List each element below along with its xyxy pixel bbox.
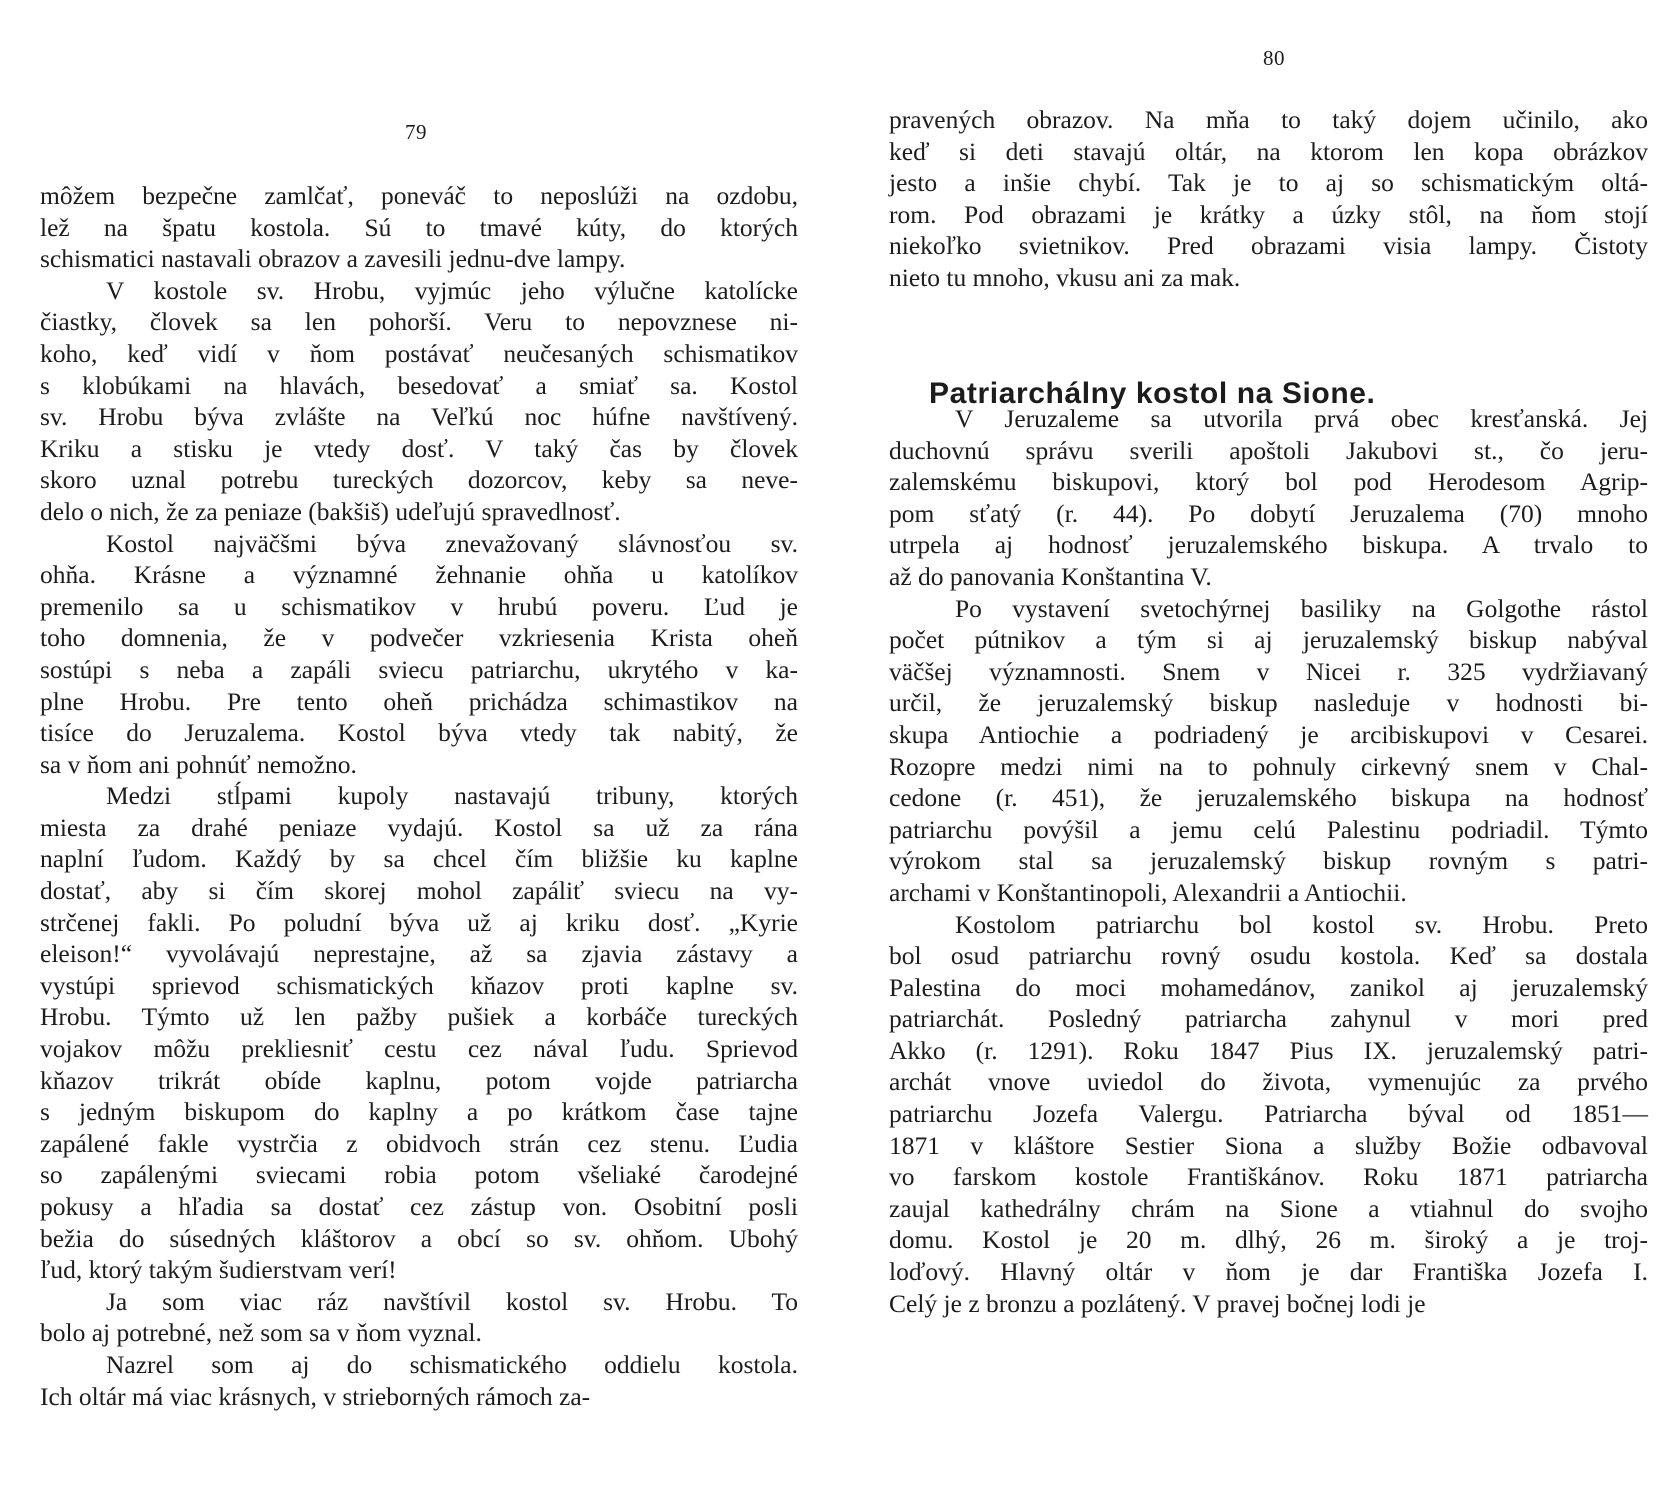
text-line: Medzi stĺpami kupoly nastavajú tribuny, ktorých [106,781,798,811]
right-page-body-bottom [889,403,1648,1319]
text-line: Palestina do moci mohamedánov, zanikol aj jeruzalemský [889,972,1648,1002]
text-line: výrokom stal sa jeruzalemský biskup rovným s patri- [889,846,1648,876]
text-line: bol osud patriarchu rovný osudu kostola. Keď sa dostala [889,941,1648,971]
text-line: Po vystavení svetochýrnej basiliky na Golgothe rástol [955,593,1648,623]
text-line: počet pútnikov a tým si aj jeruzalemský biskup nabýval [889,625,1648,655]
text-line: s jedným biskupom do kaplny a po krátkom čase tajne [40,1097,798,1127]
text-line: sostúpi s neba a zapáli sviecu patriarchu, ukrytého v ka- [40,654,798,684]
text-line: Kostolom patriarchu bol kostol sv. Hrobu. Preto [955,909,1648,939]
paragraph [40,528,798,781]
text-line: pom sťatý (r. 44). Po dobytí Jeruzalema (70) mnoho [889,498,1648,528]
text-line: cedone (r. 451), že jeruzalemského biskupa na hodnosť [889,783,1648,813]
text-line: zalemskému biskupovi, ktorý bol pod Herodesom Agrip- [889,467,1648,497]
text-line: duchovnú správu sverili apoštoli Jakubovi st., čo jeru- [889,435,1648,465]
right-page-body-top [889,104,1648,294]
text-line: sv. Hrobu býva zvlášte na Veľkú noc húfne navštívený. [40,402,798,432]
text-line: koho, keď vidí v ňom postávať neučesaných schismatikov [40,338,798,368]
text-line: dostať, aby si čím skorej mohol zapáliť sviecu na vy- [40,876,798,906]
text-line: vystúpi sprievod schismatických kňazov proti kaplne sv. [40,970,798,1000]
text-line: pravených obrazov. Na mňa to taký dojem učinilo, ako [889,105,1648,134]
text-line: eleison!“ vyvolávajú neprestajne, až sa zjavia zástavy a [40,939,798,969]
paragraph [40,1286,798,1349]
paragraph [889,104,1648,294]
text-line: Ich oltár má viac krásnych, v strieborných rámoch za- [40,1381,591,1411]
paragraph [889,909,1648,1320]
text-line: niekoľko svietnikov. Pred obrazami visia lampy. Čistoty [889,231,1648,261]
text-line: bežia do súsedných kláštorov a obcí so sv. ohňom. Ubohý [40,1223,798,1253]
text-line: plne Hrobu. Pre tento oheň prichádza schimastikov na [40,686,798,716]
text-line: strčenej fakli. Po poludní býva už aj kriku dosť. „Kyrie [40,907,798,937]
section-heading: Patriarchálny kostol na Sione. [929,376,1376,410]
text-line: Rozopre medzi nimi na to pohnuly cirkevný snem v Chal- [889,751,1648,781]
text-line: jesto a inšie chybí. Tak je to aj so schismatickým oltá- [889,168,1648,198]
page-number-left: 79 [405,120,427,144]
text-line: schismatici nastavali obrazov a zavesili jednu-dve lampy. [40,244,626,274]
text-line: vojakov môžu prekliesniť cestu cez nával ľudu. Sprievod [40,1034,798,1064]
text-line: až do panovania Konštantina V. [889,561,1212,591]
text-line: určil, že jeruzalemský biskup nasleduje v hodnosti bi- [889,688,1648,718]
text-line: Nazrel som aj do schismatického oddielu kostola. [106,1349,798,1379]
text-line: bolo aj potrebné, než som sa v ňom vyznal. [40,1318,482,1348]
text-line: Celý je z bronzu a pozlátený. V pravej bočnej lodi je [889,1288,1426,1318]
text-line: archami v Konštantinopoli, Alexandrii a Antiochii. [889,877,1407,907]
paragraph [40,780,798,1286]
text-line: domu. Kostol je 20 m. dlhý, 26 m. široký a je troj- [889,1225,1648,1255]
text-line: naplní ľudom. Každý by sa chcel čím bližšie ku kaplne [40,844,798,874]
text-line: so zapálenými sviecami robia potom všeliaké čarodejné [40,1160,798,1190]
paragraph [889,593,1648,909]
text-line: delo o nich, že za peniaze (bakšiš) udeľujú spravedlnosť. [40,496,621,526]
text-line: loďový. Hlavný oltár v ňom je dar Františka Jozefa I. [889,1257,1648,1287]
text-line: pokusy a hľadia sa dostať cez zástup von. Osobitní posli [40,1192,798,1221]
text-line: skoro uznal potrebu tureckých dozorcov, keby sa neve- [40,465,798,495]
right-page [839,0,1678,1500]
text-line: Ja som viac ráz navštívil kostol sv. Hrobu. To [106,1286,798,1316]
text-line: lež na špatu kostola. Sú to tmavé kúty, do ktorých [40,212,798,242]
text-line: zapálené fakle vystrčia z obidvoch strán cez stenu. Ľudia [40,1128,798,1158]
text-line: V kostole sv. Hrobu, vyjmúc jeho výlučne katolícke [106,275,798,305]
paragraph [40,1349,798,1412]
text-line: vo farskom kostole Františkánov. Roku 1871 patriarcha [889,1162,1648,1192]
text-line: ľud, ktorý takým šudierstvam verí! [40,1255,397,1285]
text-line: sa v ňom ani pohnúť nemožno. [40,749,357,779]
text-line: skupa Antiochie a podriadený je arcibiskupovi v Cesarei. [889,719,1648,749]
text-line: čiastky, človek sa len pohorší. Veru to nepovznese ni- [40,307,798,337]
text-line: môžem bezpečne zamlčať, poneváč to neposlúži na ozdobu, [40,181,798,210]
paragraph [40,275,798,528]
text-line: s klobúkami na hlavách, besedovať a smiať sa. Kostol [40,370,798,400]
text-line: Akko (r. 1291). Roku 1847 Pius IX. jeruzalemský patri- [889,1035,1648,1065]
text-line: utrpela aj hodnosť jeruzalemského biskupa. A trvalo to [889,530,1648,560]
text-line: premenilo sa u schismatikov v hrubú poveru. Ľud je [40,591,798,621]
paragraph [889,403,1648,593]
text-line: kňazov trikrát obíde kaplnu, potom vojde patriarcha [40,1065,798,1095]
paragraph [40,180,798,275]
text-line: patriarchu Jozefa Valergu. Patriarcha býval od 1851— [889,1099,1648,1129]
text-line: Hrobu. Týmto už len pažby pušiek a korbáče tureckých [40,1002,798,1032]
text-line: väčšej významnosti. Snem v Nicei r. 325 vydržiavaný [889,656,1648,686]
text-line: nieto tu mnoho, vkusu ani za mak. [889,262,1241,292]
page-number-right: 80 [1263,46,1285,70]
text-line: archát vnove uviedol do života, vymenujúc za prvého [889,1067,1648,1097]
text-line: 1871 v kláštore Sestier Siona a služby Božie odbavoval [889,1130,1648,1160]
text-line: patriarchu povýšil a jemu celú Palestinu podriadil. Týmto [889,814,1648,844]
text-line: patriarchát. Posledný patriarcha zahynul v mori pred [889,1004,1648,1034]
text-line: Kriku a stisku je vtedy dosť. V taký čas by človek [40,433,798,463]
left-page-body [40,180,798,1412]
text-line: rom. Pod obrazami je krátky a úzky stôl, na ňom stojí [889,199,1648,229]
text-line: miesta za drahé peniaze vydajú. Kostol sa už za rána [40,812,798,842]
text-line: tisíce do Jeruzalema. Kostol býva vtedy tak nabitý, že [40,718,798,748]
text-line: zaujal kathedrálny chrám na Sione a vtiahnul do svojho [889,1193,1648,1223]
text-line: keď si deti stavajú oltár, na ktorom len kopa obrázkov [889,136,1648,166]
text-line: Kostol najväčšmi býva znevažovaný slávnosťou sv. [106,528,798,558]
text-line: ohňa. Krásne a významné žehnanie ohňa u katolíkov [40,560,798,590]
text-line: toho domnenia, že v podvečer vzkriesenia Krista oheň [40,623,798,653]
text-line: V Jeruzaleme sa utvorila prvá obec kresťanská. Jej [955,404,1648,433]
